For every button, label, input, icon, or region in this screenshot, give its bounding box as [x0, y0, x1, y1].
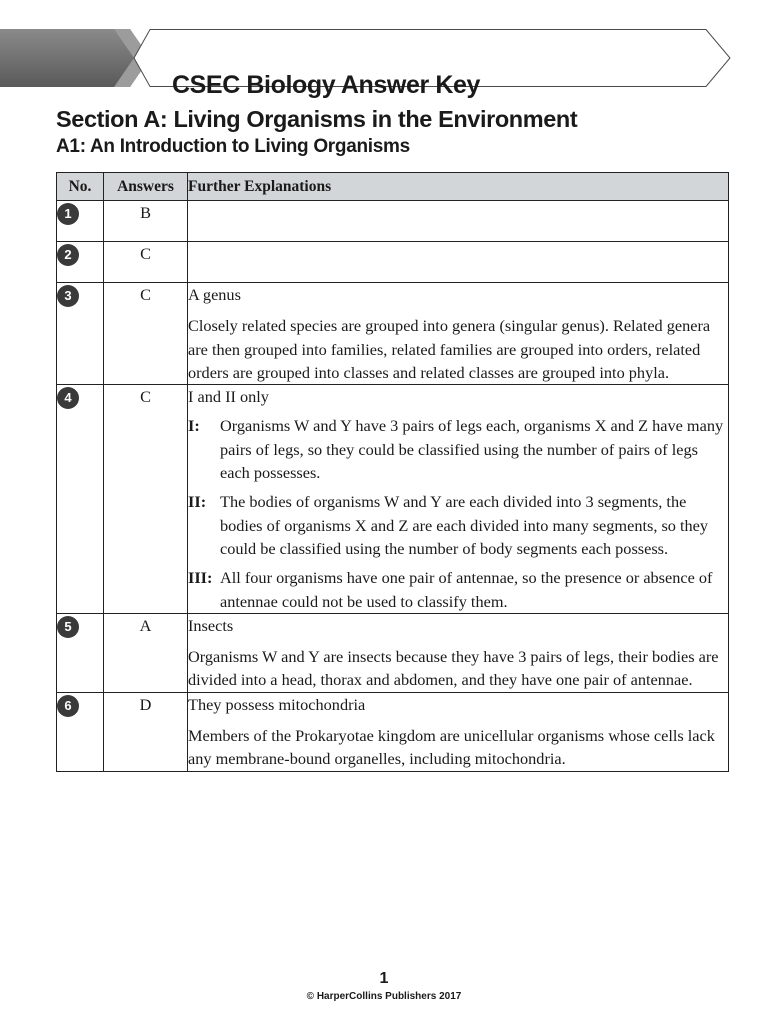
table-row	[57, 613, 729, 692]
table-row	[57, 692, 729, 771]
explanation-cell	[188, 692, 729, 771]
explanation-text: Members of the Prokaryotae kingdom are unicellular organisms whose cells lack any membrane-bound organelles, including mitochondria.	[188, 726, 715, 769]
question-number-badge: 5	[57, 616, 79, 638]
statement-text: All four organisms have one pair of antennae, so the presence or absence of antennae could not be used to classify them.	[220, 568, 713, 611]
table-row	[57, 283, 729, 385]
copyright-notice: © HarperCollins Publishers 2017	[306, 991, 462, 1002]
statement-text: Organisms W and Y have 3 pairs of legs each, organisms X and Z have many pairs of legs, so they could be classified using the number of pairs of legs each possesses.	[220, 416, 724, 483]
section-title: Section A: Living Organisms in the Environment	[56, 106, 578, 132]
answer-table	[56, 172, 729, 772]
statement-item	[188, 566, 728, 613]
explanation-lead: Insects	[188, 615, 234, 635]
answer-cell: C	[104, 283, 188, 385]
explanation-text: Organisms W and Y are insects because they have 3 pairs of legs, their bodies are divided into a head, thorax and abdomen, and they have one pair of antennae.	[188, 647, 719, 690]
question-number-badge: 3	[57, 285, 79, 307]
table-row	[57, 201, 729, 242]
answer-cell: C	[104, 242, 188, 283]
statement-label: I:	[188, 416, 200, 436]
explanation-lead: A genus	[188, 285, 241, 304]
statement-text: The bodies of organisms W and Y are each divided into 3 segments, the bodies of organisms X and Z are each divided into many segments, so they could be classified using the number of body segments each possess.	[220, 492, 709, 558]
question-number-badge: 2	[57, 244, 79, 266]
statement-label: III:	[188, 568, 213, 588]
question-number-badge: 4	[57, 387, 79, 409]
column-header-explanations: Further Explanations	[188, 173, 729, 201]
subsection-title: A1: An Introduction to Living Organisms	[56, 136, 410, 157]
explanation-lead: They possess mitochondria	[188, 694, 366, 714]
question-number-badge: 1	[57, 203, 79, 225]
statement-label: II:	[188, 492, 207, 512]
answer-cell: C	[104, 385, 188, 614]
header-title: CSEC Biology Answer Key	[172, 71, 480, 99]
answer-cell: D	[104, 692, 188, 771]
explanation-cell	[188, 385, 729, 614]
column-header-no: No.	[57, 173, 104, 201]
statement-item	[188, 490, 728, 560]
statement-item	[188, 414, 728, 484]
column-header-answers: Answers	[104, 173, 188, 201]
explanation-lead: I and II only	[188, 387, 269, 407]
explanation-cell	[188, 283, 729, 385]
explanation-cell	[188, 201, 729, 242]
question-number-badge: 6	[57, 695, 79, 717]
header-banner	[0, 29, 768, 99]
answer-cell: A	[104, 613, 188, 692]
explanation-cell	[188, 613, 729, 692]
table-row	[57, 242, 729, 283]
table-row	[57, 385, 729, 614]
page-number: 1	[379, 970, 389, 987]
explanation-text: Closely related species are grouped into genera (singular genus). Related genera are then grouped into families, related families are grouped into orders, related orders are grouped into classes and related classes are grouped into phyla.	[188, 316, 711, 382]
table-header-row	[57, 173, 729, 201]
answer-cell: B	[104, 201, 188, 242]
explanation-cell	[188, 242, 729, 283]
